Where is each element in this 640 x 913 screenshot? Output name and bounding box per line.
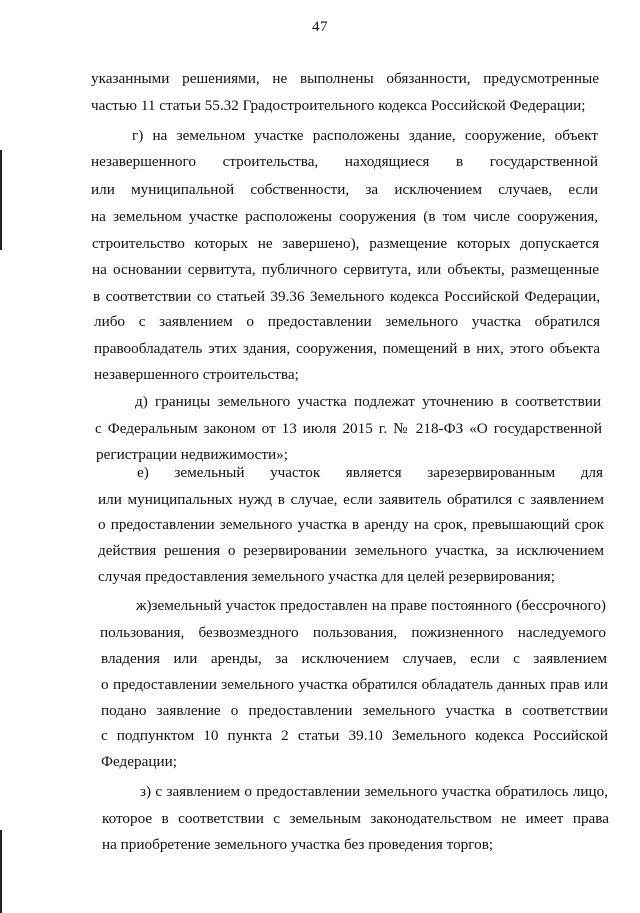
text-line: которое в соответствии с земельным законодательством не имеет права xyxy=(102,810,609,827)
page-number: 47 xyxy=(312,19,328,35)
text-line: Федерации; xyxy=(101,753,177,770)
text-line: е) земельный участок является зарезервированным для xyxy=(137,464,603,481)
text-line: владения или аренды, за исключением случаев, если с заявлением xyxy=(101,650,607,667)
text-line: г) на земельном участке расположены здание, сооружение, объект xyxy=(132,127,598,144)
text-line: регистрации недвижимости»; xyxy=(96,446,288,463)
text-line: или муниципальных нужд в случае, если заявитель обратился с заявлением xyxy=(98,491,604,508)
text-line: указанными решениями, не выполнены обязанности, предусмотренные xyxy=(91,70,599,87)
text-line: в соответствии со статьей 39.36 Земельного кодекса Российской Федерации, xyxy=(93,288,600,305)
scan-edge-line xyxy=(0,830,2,913)
text-line: либо с заявлением о предоставлении земельного участка обратился xyxy=(94,313,600,330)
text-line: пользования, безвозмездного пользования, пожизненного наследуемого xyxy=(100,624,606,641)
text-line: д) границы земельного участка подлежат уточнению в соответствии xyxy=(135,393,601,410)
text-line: с подпунктом 10 пункта 2 статьи 39.10 Земельного кодекса Российской xyxy=(101,727,608,744)
scan-edge-line xyxy=(0,150,2,250)
text-line: з) с заявлением о предоставлении земельного участка обратилось лицо, xyxy=(140,783,608,800)
text-line: действия решения о резервировании земельного участка, за исключением xyxy=(98,542,604,559)
text-line: на основании сервитута, публичного сервитута, или объекты, размещенные xyxy=(92,261,599,278)
text-line: на приобретение земельного участка без проведения торгов; xyxy=(102,836,494,853)
text-line: ж)земельный участок предоставлен на праве постоянного (бессрочного) xyxy=(136,597,606,614)
text-line: правообладатель этих здания, сооружения, помещений в них, этого объекта xyxy=(94,340,600,357)
text-line: строительство которых не завершено), размещение которых допускается xyxy=(92,235,599,252)
text-line: о предоставлении земельного участка обратился обладатель данных прав или xyxy=(101,676,608,693)
text-line: на земельном участке расположены сооружения (в том числе сооружения, xyxy=(91,208,598,225)
text-line: случая предоставления земельного участка для целей резервирования; xyxy=(98,568,555,585)
text-line: с Федеральным законом от 13 июля 2015 г. № 218-ФЗ «О государственной xyxy=(95,420,602,437)
text-line: о предоставлении земельного участка в аренду на срок, превышающий срок xyxy=(98,516,604,533)
text-line: подано заявление о предоставлении земельного участка в соответствии xyxy=(101,702,608,719)
text-line: или муниципальной собственности, за исключением случаев, если xyxy=(91,181,598,198)
text-line: незавершенного строительства, находящиеся в государственной xyxy=(91,153,598,170)
text-line: незавершенного строительства; xyxy=(94,366,299,383)
text-line: частью 11 статьи 55.32 Градостроительного кодекса Российской Федерации; xyxy=(91,97,586,114)
